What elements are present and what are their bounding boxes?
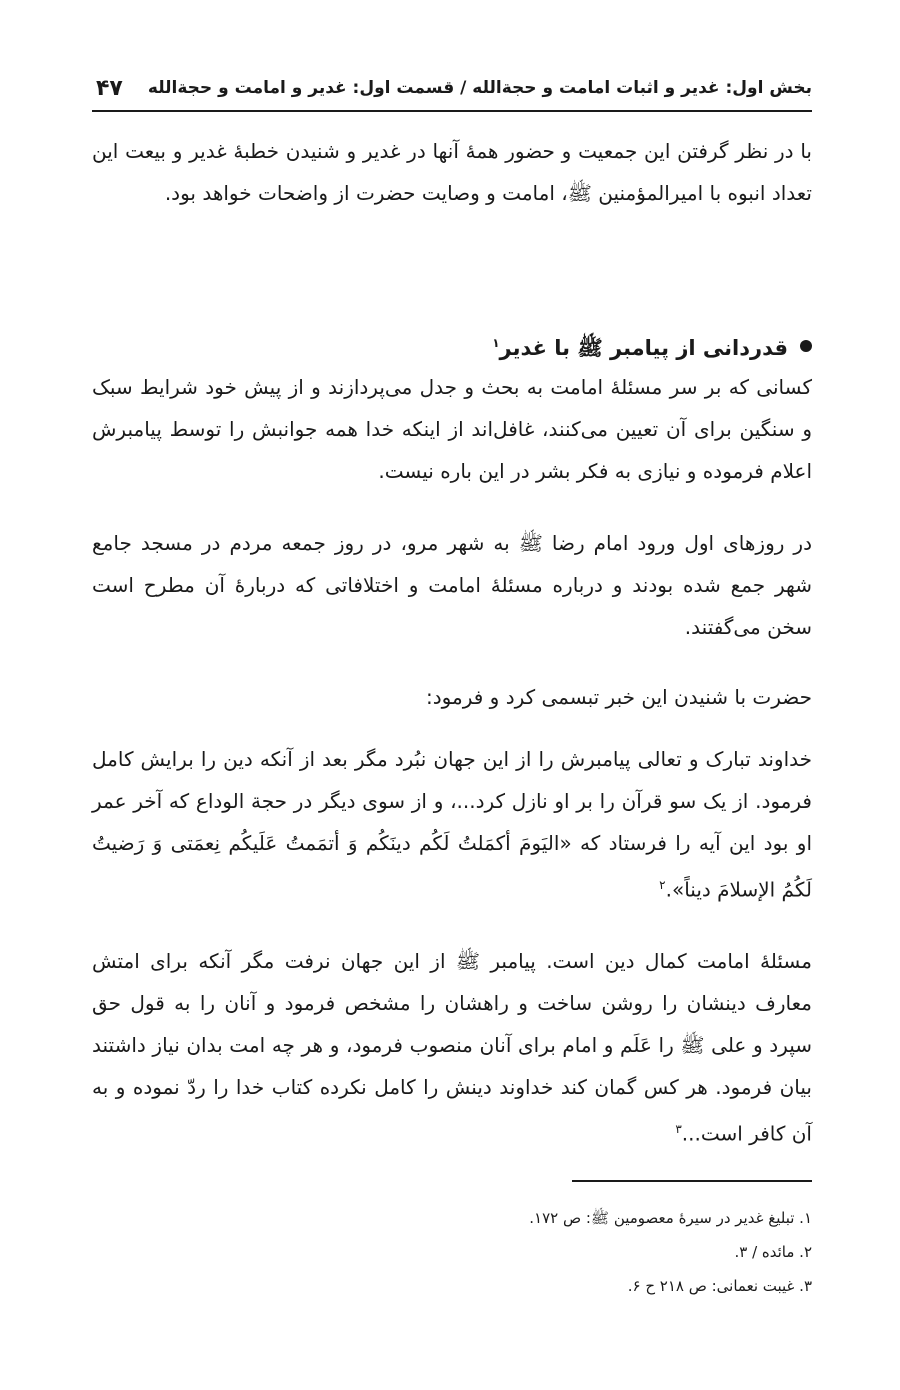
heading-footnote-marker: ۱ [492, 336, 500, 350]
paragraph-3: حضرت با شنیدن این خبر تبسمی کرد و فرمود: [426, 685, 812, 709]
footnote-1: ۱. تبلیغ غدیر در سیرهٔ معصومین ﷺ: ص ۱۷۲. [529, 1209, 812, 1227]
paragraph-4-footnote-marker: ۲ [659, 878, 666, 892]
paragraph-2: در روزهای اول ورود امام رضا ﷺ به شهر مرو، در روز جمعه مردم در مسجد جامع شهر جمع شده بودند و درباره مسئلهٔ امامت و اختلافاتی که دربارهٔ آن مطرح است سخن می‌گفتند. [92, 531, 812, 639]
paragraph-4-text: خداوند تبارک و تعالی پیامبرش را از این جهان نبُرد مگر بعد از آنکه دین را برایش کامل فرمود. از یک سو قرآن را بر او نازل کرد...، و از سوی دیگر در حجة الوداع که آخر عمر او بود این آیه را فرستاد که «الیَومَ أکمَلتُ لَکُم دینَکُم وَ أتمَمتُ عَلَیکُم نِعمَتی وَ رَضیتُ لَکُمُ الإسلامَ دیناً». [92, 747, 812, 902]
page-number: ۴۷ [96, 75, 123, 101]
running-title: بخش اول: غدیر و اثبات امامت و حجةالله / قسمت اول: غدیر و امامت و حجةالله [147, 78, 812, 98]
paragraph-5 [92, 940, 812, 1155]
running-header [92, 66, 812, 112]
intro-paragraph: با در نظر گرفتن این جمعیت و حضور همهٔ آنها در غدیر و شنیدن خطبهٔ غدیر و بیعت این تعداد انبوه با امیرالمؤمنین ﷺ، امامت و وصایت حضرت از واضحات خواهد بود. [92, 139, 812, 205]
paragraph-4 [92, 738, 812, 911]
section-heading [92, 322, 812, 369]
footnote-2: ۲. مائده / ۳. [734, 1243, 812, 1261]
paragraph-1: کسانی که بر سر مسئلهٔ امامت به بحث و جدل می‌پردازند و از پیش خود شرایط سبک و سنگین برای آن تعیین می‌کنند، غافل‌اند از اینکه خدا همه جوانبش را توسط پیامبرش اعلام فرموده و نیازی به فکر بشر در این باره نیست. [92, 375, 812, 483]
paragraph-5-text: مسئلهٔ امامت کمال دین است. پیامبر ﷺ از این جهان نرفت مگر آنکه برای امتش معارف دینشان را روشن ساخت و راهشان را مشخص فرمود و آنان را به قول حق سپرد و علی ﷺ را عَلَم و امام برای آنان منصوب فرمود، و هر چه امت بدان نیاز داشتند بیان فرمود. هر کس گمان کند خداوند دینش را کامل نکرده کتاب خدا را ردّ نموده و به آن کافر است... [92, 949, 812, 1146]
bullet-icon [800, 340, 812, 352]
footnote-divider [572, 1180, 812, 1182]
section-heading-text: قدردانی از پیامبر ﷺ با غدیر [499, 336, 788, 360]
paragraph-5-footnote-marker: ۳ [675, 1122, 682, 1136]
footnote-3: ۳. غیبت نعمانی: ص ۲۱۸ ح ۶. [627, 1277, 812, 1295]
